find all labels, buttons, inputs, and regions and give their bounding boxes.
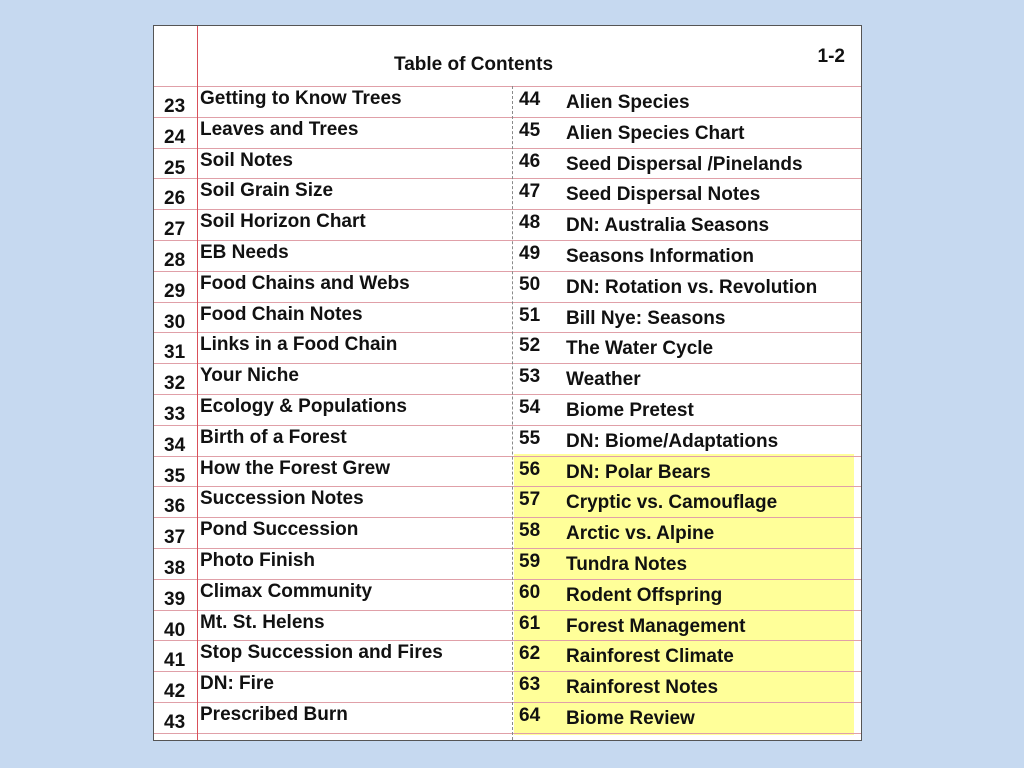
entry-title: DN: Biome/Adaptations [566,430,779,452]
entry-page-number: 48 [519,212,541,234]
entry-page-number: 26 [164,188,186,210]
entry-title: Rainforest Climate [566,646,734,668]
toc-entry [154,304,854,334]
toc-entry [154,612,854,642]
entry-page-number: 46 [519,150,541,172]
entry-page-number: 39 [164,588,186,610]
entry-title: EB Needs [200,242,289,263]
entry-title: Alien Species [566,92,690,113]
entry-page-number: 60 [519,581,541,603]
toc-entry [154,519,854,549]
entry-page-number: 59 [519,551,541,572]
entry-page-number: 43 [164,712,186,733]
entry-title: DN: Australia Seasons [566,215,770,237]
toc-entry [154,242,854,272]
entry-page-number: 51 [519,304,541,326]
toc-entry [154,119,854,149]
entry-page-number: 56 [519,458,541,480]
entry-page-number: 35 [164,465,186,487]
toc-entry [154,396,854,426]
entry-page-number: 50 [519,273,541,295]
toc-entry [154,673,854,703]
toc-entry [154,488,854,518]
toc-entry [154,427,854,457]
entry-title: Seasons Information [566,246,754,267]
entry-title: DN: Polar Bears [566,461,711,483]
entry-title: Your Niche [200,365,299,387]
entry-title: How the Forest Grew [200,457,391,479]
entry-page-number: 32 [164,373,186,395]
entry-title: Weather [566,369,641,391]
entry-page-number: 34 [164,434,186,456]
page-range: 1-2 [817,46,845,67]
entry-title: Rodent Offspring [566,584,723,606]
entry-page-number: 49 [519,243,541,264]
entry-page-number: 40 [164,619,186,641]
toc-entry [154,150,854,180]
page-title: Table of Contents [394,54,554,75]
entry-page-number: 47 [519,181,541,203]
entry-page-number: 54 [519,397,541,418]
entry-title: Photo Finish [200,550,316,571]
entry-page-number: 28 [164,250,186,271]
entry-page-number: 31 [164,342,186,364]
entry-page-number: 62 [519,643,541,665]
toc-entry [154,88,854,118]
notebook-page [153,25,862,741]
entry-page-number: 42 [164,681,186,703]
toc-entry [154,180,854,210]
entry-title: DN: Fire [200,673,274,695]
entry-title: Pond Succession [200,519,359,541]
toc-entry [154,334,854,364]
entry-page-number: 33 [164,404,186,425]
entry-title: Cryptic vs. Camouflage [566,492,778,514]
entry-title: Tundra Notes [566,554,688,575]
entry-page-number: 64 [519,705,541,726]
entry-title: Biome Review [566,708,695,729]
entry-page-number: 53 [519,366,541,388]
entry-page-number: 58 [519,520,541,542]
entry-page-number: 37 [164,527,186,549]
entry-title: Seed Dispersal /Pinelands [566,153,803,175]
entry-title: Alien Species Chart [566,122,745,144]
entry-title: Arctic vs. Alpine [566,523,715,545]
toc-entry [154,550,854,580]
toc-entry [154,581,854,611]
entry-title: The Water Cycle [566,338,714,360]
entry-page-number: 45 [519,119,541,141]
entry-title: Soil Horizon Chart [200,211,366,233]
entry-page-number: 24 [164,126,186,148]
entry-page-number: 61 [519,612,541,634]
entry-title: Prescribed Burn [200,704,348,725]
entry-title: Food Chains and Webs [200,272,410,294]
entry-page-number: 27 [164,219,186,241]
entry-title: Bill Nye: Seasons [566,307,726,329]
entry-page-number: 57 [519,489,541,511]
entry-title: Mt. St. Helens [200,611,325,633]
toc-entry [154,458,854,488]
entry-page-number: 41 [164,650,186,672]
entry-title: Biome Pretest [566,400,694,421]
entry-page-number: 29 [164,280,186,302]
entry-page-number: 44 [519,89,541,110]
entry-page-number: 36 [164,496,186,518]
entry-title: Ecology & Populations [200,396,407,417]
entry-title: Soil Grain Size [200,180,334,202]
toc-entry [154,273,854,303]
entry-page-number: 52 [519,335,541,357]
entry-title: Soil Notes [200,149,293,171]
entry-title: Birth of a Forest [200,426,347,448]
entry-title: DN: Rotation vs. Revolution [566,276,818,298]
entry-page-number: 25 [164,157,186,179]
entry-page-number: 63 [519,674,541,696]
entry-page-number: 38 [164,558,186,579]
entry-title: Rainforest Notes [566,677,719,699]
entry-page-number: 30 [164,311,186,333]
entry-page-number: 23 [164,96,186,117]
entry-title: Leaves and Trees [200,118,359,140]
entry-title: Succession Notes [200,488,364,510]
toc-entry [154,365,854,395]
toc-entry [154,642,854,672]
entry-title: Food Chain Notes [200,303,363,325]
entry-title: Links in a Food Chain [200,334,398,356]
entry-title: Seed Dispersal Notes [566,184,761,206]
entry-title: Climax Community [200,580,373,602]
toc-entry [154,704,854,734]
toc-entry [154,211,854,241]
entry-title: Getting to Know Trees [200,88,402,109]
entry-title: Forest Management [566,615,746,637]
entry-title: Stop Succession and Fires [200,642,443,664]
entry-page-number: 55 [519,427,541,449]
